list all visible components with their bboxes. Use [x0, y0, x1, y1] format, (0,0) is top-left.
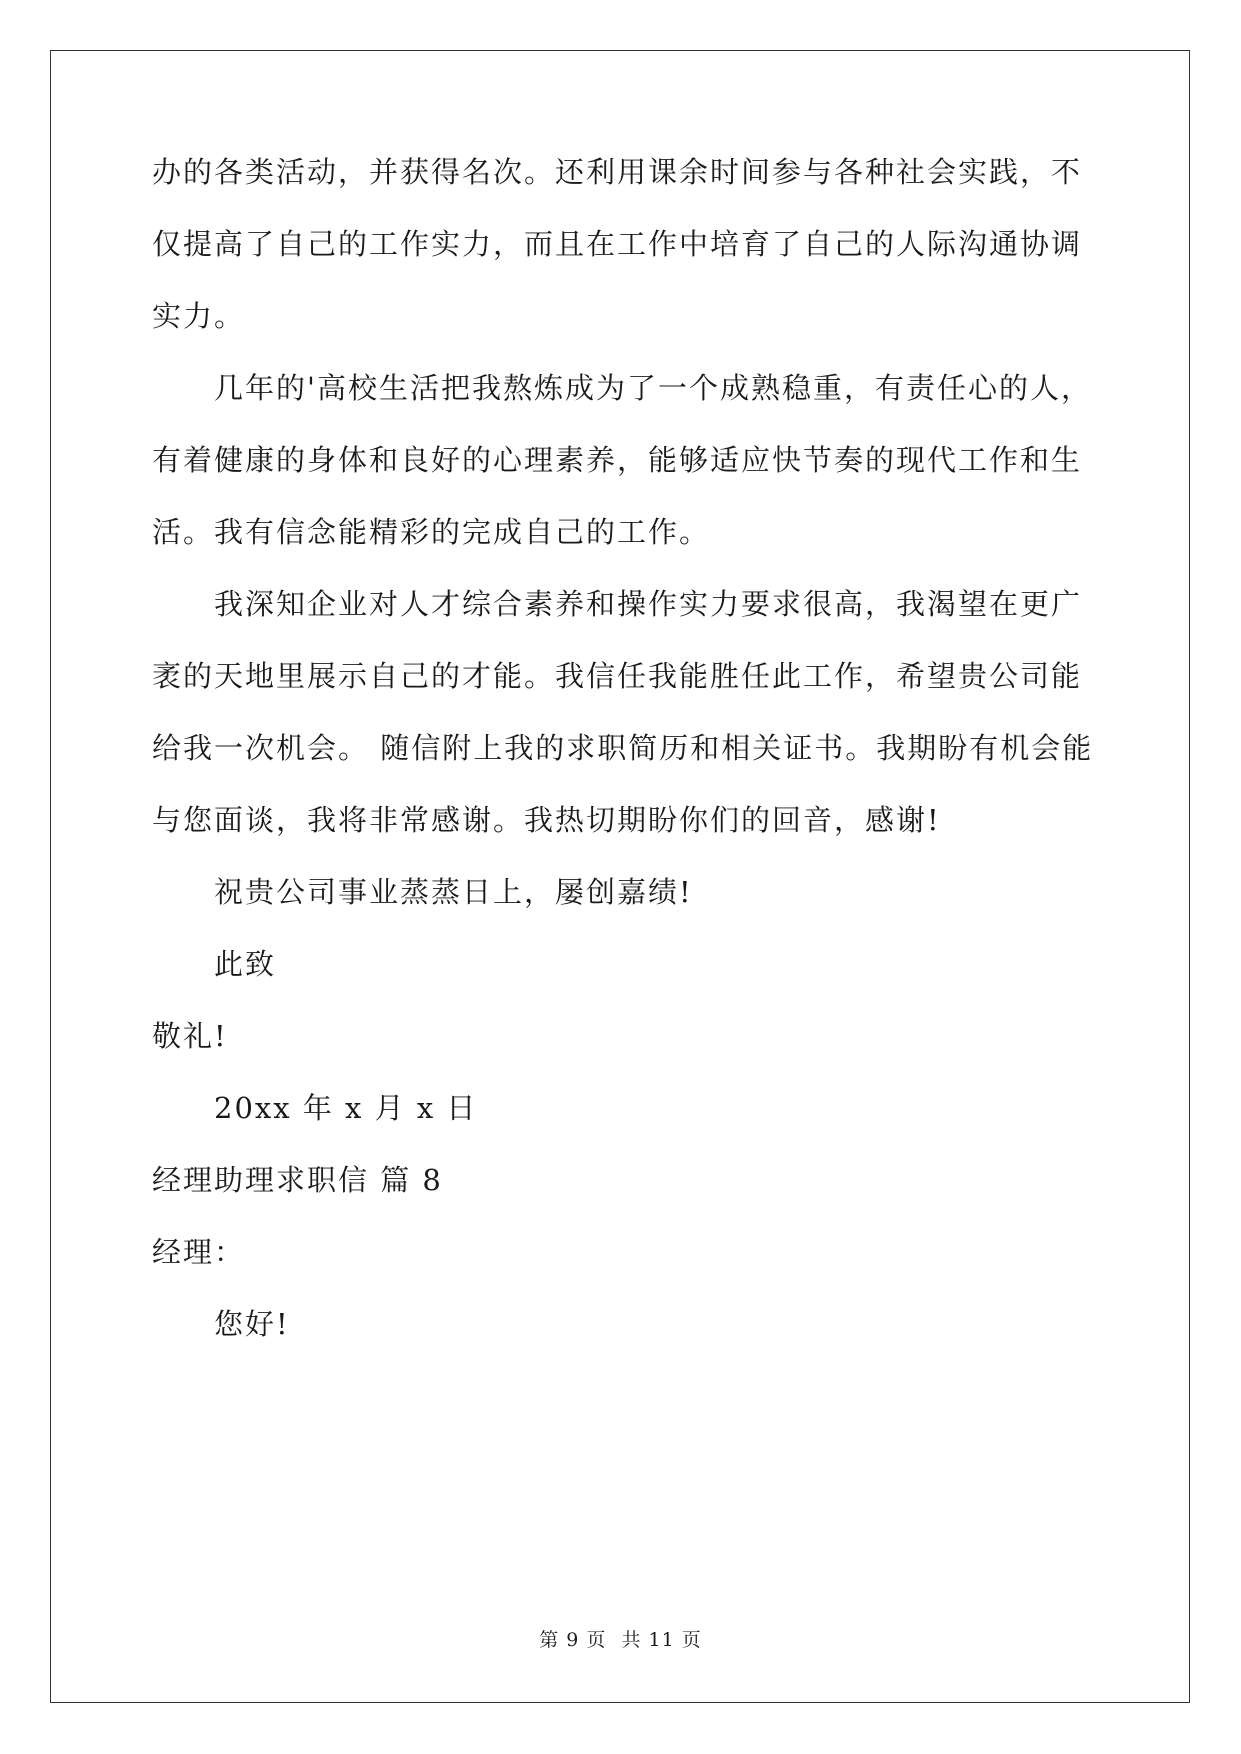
- closing-salutation: 此致: [214, 947, 277, 981]
- body-line: 与您面谈，我将非常感谢。我热切期盼你们的回音，感谢!: [152, 803, 941, 837]
- body-line: 袤的天地里展示自己的才能。我信任我能胜任此工作，希望贵公司能: [152, 659, 1083, 693]
- closing-regards: 敬礼!: [152, 1019, 228, 1053]
- paragraph-start-line: 几年的'高校生活把我熬炼成为了一个成熟稳重，有责任心的人，: [214, 371, 1092, 405]
- page-footer: [0, 1625, 1241, 1652]
- page-total: 共 11 页: [621, 1629, 702, 1651]
- body-line: 仅提高了自己的工作实力，而且在工作中培育了自己的人际沟通协调: [152, 227, 1083, 261]
- section-heading: 经理助理求职信 篇 8: [152, 1163, 443, 1197]
- paragraph-start-line: 我深知企业对人才综合素养和操作实力要求很高，我渴望在更广: [214, 587, 1083, 621]
- opening-greeting: 您好!: [214, 1307, 290, 1341]
- page-number: 第 9 页: [539, 1629, 607, 1651]
- closing-wish: 祝贵公司事业蒸蒸日上，屡创嘉绩!: [214, 875, 693, 909]
- body-line: 活。我有信念能精彩的完成自己的工作。: [152, 515, 711, 549]
- letter-date: 20xx 年 x 月 x 日: [214, 1091, 478, 1125]
- recipient-greeting: 经理：: [152, 1235, 246, 1269]
- body-line: 实力。: [152, 299, 246, 333]
- body-line: 给我一次机会。 随信附上我的求职简历和相关证书。我期盼有机会能: [152, 731, 1094, 765]
- body-line: 办的各类活动，并获得名次。还利用课余时间参与各种社会实践，不: [152, 155, 1083, 189]
- body-line: 有着健康的身体和良好的心理素养，能够适应快节奏的现代工作和生: [152, 443, 1083, 477]
